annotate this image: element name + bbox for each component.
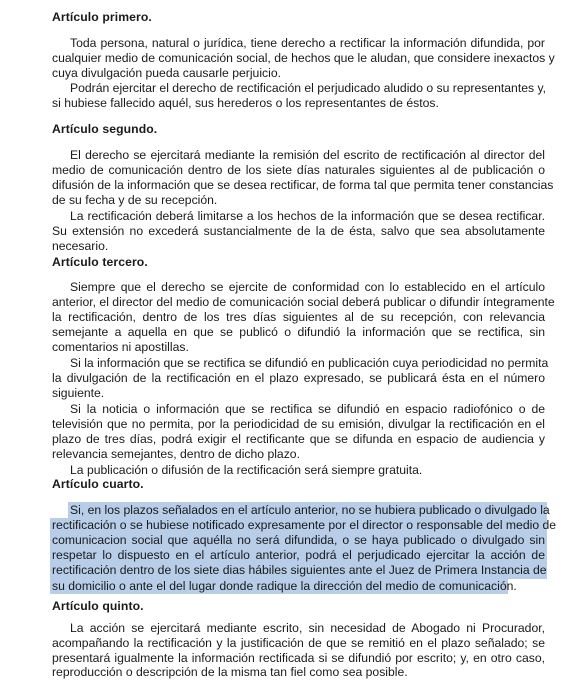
text-line: anterior, el director del medio de comunicación social deberá publicar o difundir íntegramente (52, 295, 555, 309)
text-line: su domicilio o ante el del lugar donde radique la dirección del medio de comunicación. (52, 579, 517, 593)
text-line: rectificación dentro de los siete dias hábiles siguientes ante el Juez de Primera Instancia de (52, 563, 547, 577)
text-line: cualquier medio de comunicación social, de hechos que le aludan, que considere inexactos y (52, 51, 555, 65)
text-line: semejante a aquella en que se publicó o difundió la información que se rectifica, sin (52, 325, 545, 339)
text-line: si hubiese fallecido aquél, sus herederos o los representantes de éstos. (52, 96, 439, 110)
article-heading: Artículo segundo. (52, 122, 158, 136)
text-line: la divulgación de la rectificación en el plazo expresado, se publicará ésta en el número (52, 371, 545, 385)
text-line: La acción se ejercitará mediante escrito, sin necesidad de Abogado ni Procurador, (70, 621, 545, 635)
text-line: difusión de la información que se desea rectificar, de forma tal que permita tener constancias (52, 178, 554, 192)
article-heading: Artículo primero. (52, 10, 152, 24)
text-line: Si la información que se rectifica se difundió en publicación cuya periodicidad no permita (70, 356, 549, 370)
text-line: respetar lo dispuesto en el artículo anterior, podrá el perjudicado ejercitar la acción de (52, 548, 545, 562)
text-line: comentarios ni apostillas. (52, 340, 189, 354)
text-line: acompañando la rectificación y la justificación de que se remitió en el plazo señalado; se (52, 636, 545, 650)
article-heading: Artículo quinto. (52, 599, 144, 613)
text-line: Su extensión no excederá sustancialmente de la de ésta, salvo que sea absolutamente (52, 224, 545, 238)
text-line: televisión que no permita, por la periodicidad de su emisión, divulgar la rectificación en el (52, 417, 545, 431)
text-line: Toda persona, natural o jurídica, tiene derecho a rectificar la información difundida, por (70, 36, 545, 50)
text-line: La rectificación deberá limitarse a los hechos de la información que se desea rectificar. (70, 209, 545, 223)
text-line: medio de comunicación dentro de los siete días naturales siguientes al de publicación o (52, 163, 545, 177)
text-line: reproducción o descripción de la misma tan fiel como sea posible. (52, 665, 408, 679)
text-line: Podrán ejercitar el derecho de rectificación el perjudicado aludido o su representantes y, (70, 81, 547, 95)
article-heading: Artículo tercero. (52, 255, 148, 269)
text-line: plazo de tres días, podrá exigir el rectificante que se difunda en espacio de audiencia y (52, 432, 545, 446)
text-line: relevancia semejantes, dentro de dicho plazo. (52, 447, 300, 461)
text-line: la rectificación, dentro de los tres días siguientes al de su recepción, con relevancia (52, 310, 545, 324)
text-line: Si, en los plazos señalados en el artículo anterior, no se hubiera publicado o divulgado la (70, 503, 550, 517)
text-line: comunicacion social que aquélla no será difundida, o se haya publicado o divulgado sin (52, 533, 545, 547)
text-line: rectificación o se hubiese notificado expresamente por el director o responsable del medio de (52, 518, 557, 532)
text-line: presentará igualmente la información rectificada si se difundió por escrito; y, en otro caso, (52, 651, 545, 665)
text-line: siguiente. (52, 386, 105, 400)
text-line: Si la noticia o información que se rectifica se difundió en espacio radiofónico o de (70, 402, 545, 416)
text-line: Siempre que el derecho se ejercite de conformidad con lo establecido en el artículo (70, 280, 545, 294)
text-line: de su fecha y de su recepción. (52, 193, 218, 207)
text-line: necesario. (52, 239, 109, 253)
text-line: cuya divulgación pueda causarle perjuicio. (52, 66, 281, 80)
text-line: El derecho se ejercitará mediante la remisión del escrito de rectificación al director del (70, 148, 545, 162)
text-line: La publicación o difusión de la rectificación será siempre gratuita. (70, 463, 423, 477)
article-heading: Artículo cuarto. (52, 477, 144, 491)
